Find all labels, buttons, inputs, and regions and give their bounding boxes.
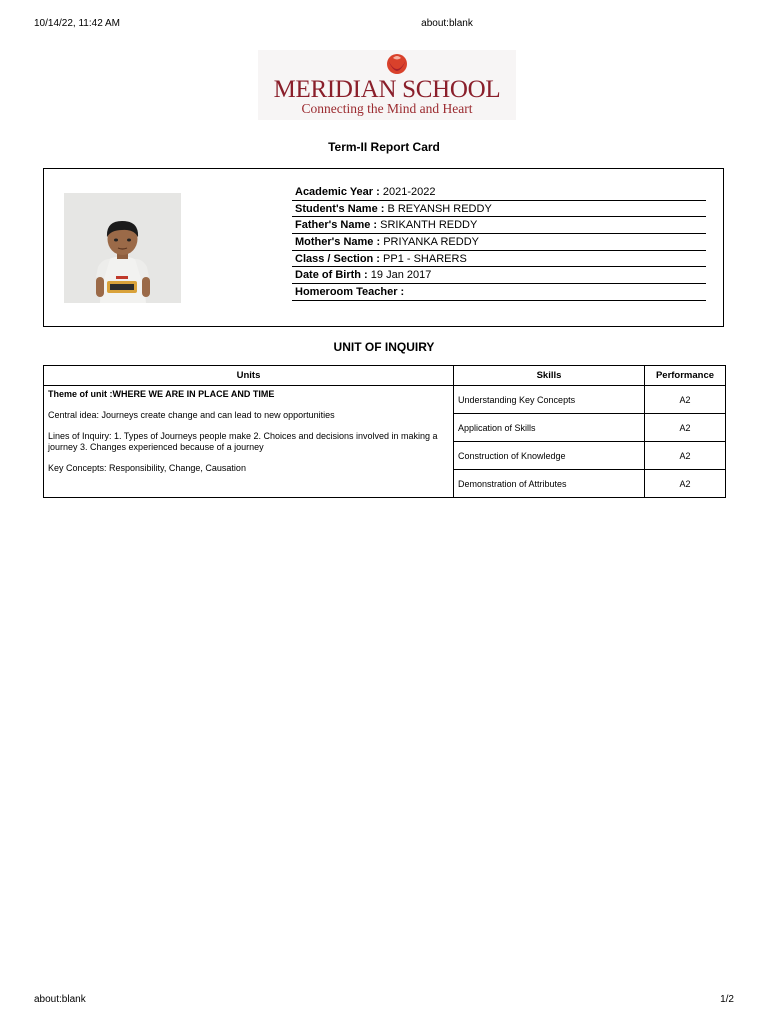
unit-of-inquiry-table bbox=[43, 365, 726, 498]
print-url: about:blank bbox=[421, 18, 473, 29]
table-row bbox=[44, 386, 726, 414]
skill-cell: Application of Skills bbox=[454, 414, 645, 442]
print-page-number: 1/2 bbox=[720, 994, 734, 1005]
unit-lines-of-inquiry: Lines of Inquiry: 1. Types of Journeys people make 2. Choices and decisions involved in making a journey 3. Changes experienced because of a journey bbox=[48, 431, 438, 452]
detail-date-of-birth: Date of Birth : 19 Jan 2017 bbox=[292, 267, 706, 284]
school-name: MERIDIAN SCHOOL bbox=[273, 76, 501, 103]
student-photo bbox=[64, 193, 181, 303]
meridian-emblem-icon bbox=[384, 52, 410, 78]
performance-cell: A2 bbox=[645, 470, 726, 498]
skill-cell: Demonstration of Attributes bbox=[454, 470, 645, 498]
performance-cell: A2 bbox=[645, 442, 726, 470]
detail-mother-name: Mother's Name : PRIYANKA REDDY bbox=[292, 234, 706, 251]
school-logo bbox=[258, 50, 516, 120]
performance-cell: A2 bbox=[645, 414, 726, 442]
detail-class-section: Class / Section : PP1 - SHARERS bbox=[292, 251, 706, 268]
column-header-performance: Performance bbox=[645, 366, 726, 386]
school-tagline: Connecting the Mind and Heart bbox=[301, 101, 473, 116]
column-header-units: Units bbox=[44, 366, 454, 386]
unit-key-concepts: Key Concepts: Responsibility, Change, Causation bbox=[48, 463, 246, 473]
detail-homeroom-teacher: Homeroom Teacher : bbox=[292, 284, 706, 301]
student-info-box bbox=[43, 168, 724, 327]
detail-father-name: Father's Name : SRIKANTH REDDY bbox=[292, 217, 706, 234]
column-header-skills: Skills bbox=[454, 366, 645, 386]
skill-cell: Construction of Knowledge bbox=[454, 442, 645, 470]
unit-central-idea: Central idea: Journeys create change and can lead to new opportunities bbox=[48, 410, 335, 420]
student-details bbox=[292, 184, 706, 301]
unit-description bbox=[44, 386, 454, 498]
table-header-row bbox=[44, 366, 726, 386]
unit-theme: Theme of unit :WHERE WE ARE IN PLACE AND TIME bbox=[48, 389, 275, 399]
performance-cell: A2 bbox=[645, 386, 726, 414]
section-title-unit-of-inquiry: UNIT OF INQUIRY bbox=[333, 340, 435, 354]
child-portrait-icon bbox=[64, 193, 181, 303]
skill-cell: Understanding Key Concepts bbox=[454, 386, 645, 414]
detail-student-name: Student's Name : B REYANSH REDDY bbox=[292, 201, 706, 218]
print-footer-url: about:blank bbox=[34, 994, 86, 1005]
detail-academic-year: Academic Year : 2021-2022 bbox=[292, 184, 706, 201]
print-datetime: 10/14/22, 11:42 AM bbox=[34, 18, 120, 29]
report-title: Term-II Report Card bbox=[328, 140, 440, 154]
